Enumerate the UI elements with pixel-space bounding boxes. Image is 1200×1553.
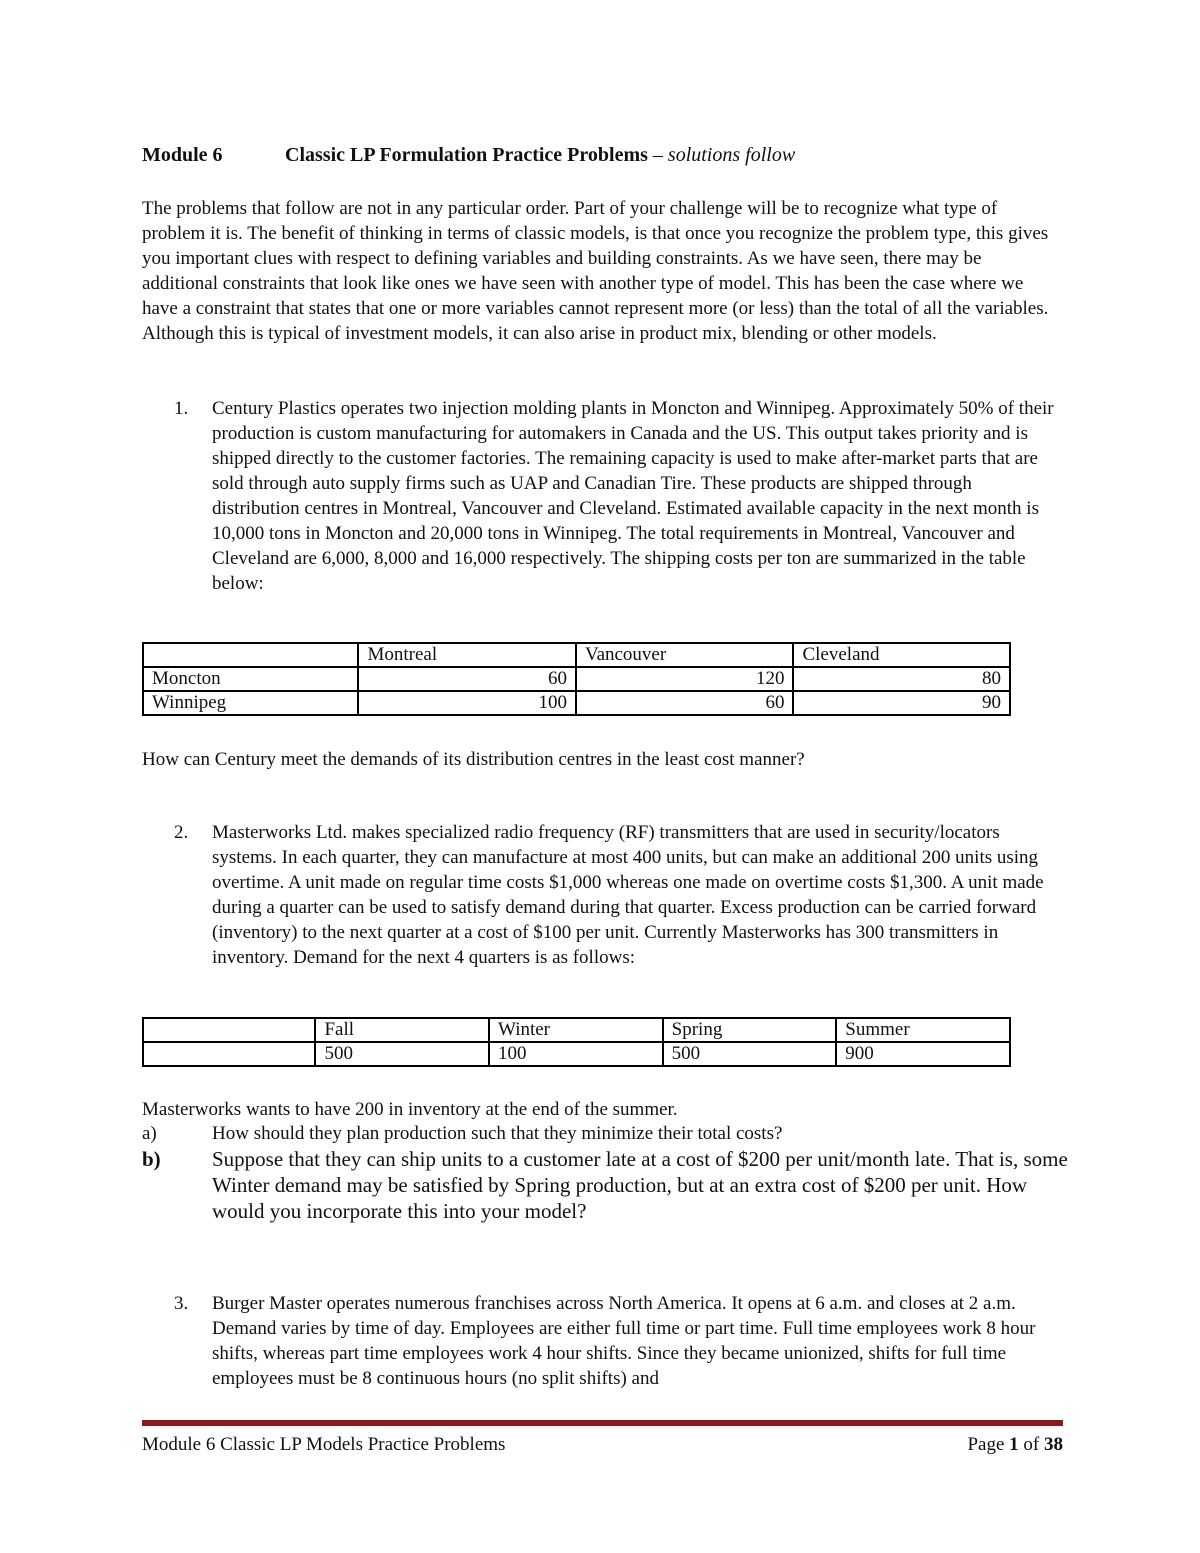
table-row <box>143 1042 1010 1066</box>
table-cell: 500 <box>315 1042 489 1066</box>
row-label: Winnipeg <box>143 691 358 715</box>
problem-1-number: 1. <box>174 398 189 419</box>
problem-2-part-a <box>142 1121 1072 1146</box>
part-a-label: a) <box>142 1123 157 1144</box>
page-current: 1 <box>1009 1434 1019 1455</box>
intro-paragraph: The problems that follow are not in any particular order. Part of your challenge will be to recognize what type of problem it is. The benefit of thinking in terms of classic models, is that once you recognize the problem type, this gives you important clues with respect to defining variables and building constraints. As we have seen, there may be additional constraints that look like ones we have seen with another type of model. This has been the case where we have a constraint that states that one or more variables cannot represent more (or less) than the total of all the variables. Although this is typical of investment models, it can also arise in product mix, blending or other models. <box>142 198 1049 344</box>
page-of: of <box>1018 1434 1044 1455</box>
problem-3-number: 3. <box>174 1293 189 1314</box>
page-total: 38 <box>1044 1434 1063 1455</box>
table-header-row <box>143 643 1010 667</box>
problem-2-number: 2. <box>174 822 189 843</box>
table-header-cell: Winter <box>489 1018 663 1042</box>
inventory-note: Masterworks wants to have 200 in inventory at the end of the summer. <box>142 1099 678 1120</box>
table-header-row <box>143 1018 1010 1042</box>
table-header-cell: Cleveland <box>793 643 1010 667</box>
part-b-label: b) <box>142 1147 161 1171</box>
demand-table <box>142 1017 1011 1067</box>
table-header-cell: Spring <box>663 1018 837 1042</box>
module-label: Module 6 <box>142 144 223 166</box>
table-cell: 60 <box>576 691 794 715</box>
table-header-cell: Fall <box>315 1018 489 1042</box>
row-label: Moncton <box>143 667 358 691</box>
table-row <box>143 667 1010 691</box>
table-header-cell: Vancouver <box>576 643 794 667</box>
problem-2-text: Masterworks Ltd. makes specialized radio frequency (RF) transmitters that are used in security/locators systems. In each quarter, they can manufacture at most 400 units, but can make an additional 200 units using overtime. A unit made on regular time costs $1,000 whereas one made on overtime costs $1,300. A unit made during a quarter can be used to satisfy demand during that quarter. Excess production can be carried forward (inventory) to the next quarter at a cost of $100 per unit. Currently Masterworks has 300 transmitters in inventory. Demand for the next 4 quarters is as follows: <box>212 822 1044 968</box>
title-text: Classic LP Formulation Practice Problems <box>285 144 648 166</box>
table-cell: 60 <box>358 667 575 691</box>
page-number <box>967 1434 1063 1456</box>
problem-1-text: Century Plastics operates two injection molding plants in Moncton and Winnipeg. Approximately 50% of their production is custom manufacturing for automakers in Canada and the US. This output takes priority and is shipped directly to the customer factories. The remaining capacity is used to make after-market parts that are sold through auto supply firms such as UAP and Canadian Tire. These products are shipped through distribution centres in Montreal, Vancouver and Cleveland. Estimated available capacity in the next month is 10,000 tons in Moncton and 20,000 tons in Winnipeg. The total requirements in Montreal, Vancouver and Cleveland are 6,000, 8,000 and 16,000 respectively. The shipping costs per ton are summarized in the table below: <box>212 398 1054 594</box>
footer-rule <box>142 1420 1063 1426</box>
table-header-cell <box>143 643 358 667</box>
table-cell: 90 <box>793 691 1010 715</box>
page-title <box>142 143 795 168</box>
part-a-text: How should they plan production such that they minimize their total costs? <box>212 1123 783 1144</box>
part-b-text: Suppose that they can ship units to a customer late at a cost of $200 per unit/month late. That is, some Winter demand may be satisfied by Spring production, but at an extra cost of $200 per unit. How would you incorporate this into your model? <box>212 1147 1068 1223</box>
problem-1-question: How can Century meet the demands of its distribution centres in the least cost manner? <box>142 749 805 770</box>
table-row <box>143 691 1010 715</box>
shipping-cost-table <box>142 642 1011 716</box>
table-header-cell: Montreal <box>358 643 575 667</box>
problem-2-part-b <box>142 1146 1072 1224</box>
table-cell: 900 <box>836 1042 1010 1066</box>
table-cell: 100 <box>489 1042 663 1066</box>
table-cell: 500 <box>663 1042 837 1066</box>
footer-title: Module 6 Classic LP Models Practice Problems <box>142 1434 506 1455</box>
title-subtitle: – solutions follow <box>652 144 796 166</box>
page-prefix: Page <box>967 1434 1010 1455</box>
table-cell <box>143 1042 315 1066</box>
table-header-cell <box>143 1018 315 1042</box>
table-cell: 100 <box>358 691 575 715</box>
table-header-cell: Summer <box>836 1018 1010 1042</box>
table-cell: 80 <box>793 667 1010 691</box>
table-cell: 120 <box>576 667 794 691</box>
problem-3-text: Burger Master operates numerous franchises across North America. It opens at 6 a.m. and closes at 2 a.m. Demand varies by time of day. Employees are either full time or part time. Full time employees work 8 hour shifts, whereas part time employees work 4 hour shifts. Since they became unionized, shifts for full time employees must be 8 continuous hours (no split shifts) and <box>212 1293 1036 1389</box>
